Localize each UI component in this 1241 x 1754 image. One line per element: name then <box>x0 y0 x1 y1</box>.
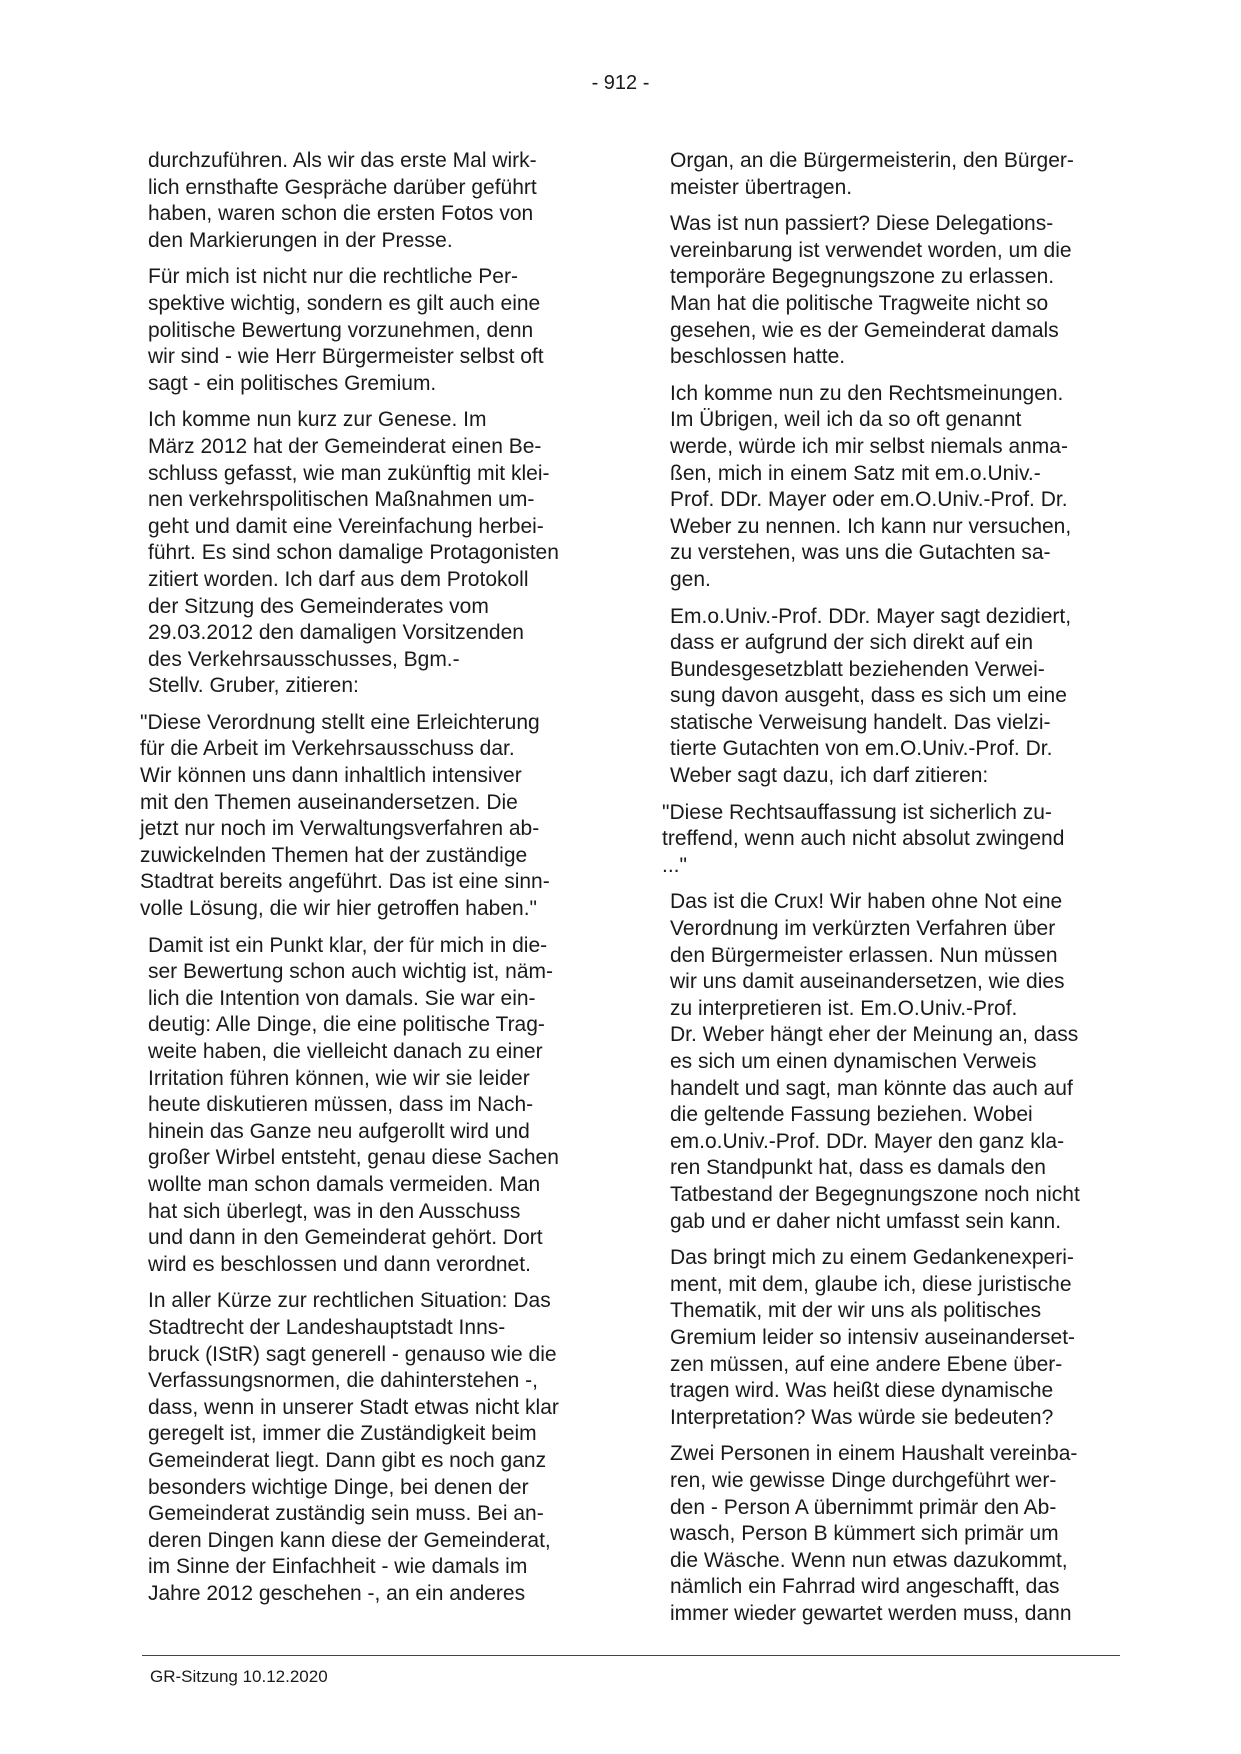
paragraph: Em.o.Univ.-Prof. DDr. Mayer sagt dezidiert, dass er aufgrund der sich direkt auf ein Bundesgesetzblatt beziehenden Verwei- sung davon ausgeht, dass es sich um eine statische Verweisung handelt. Das vielzi- tierte Gutachten von em.O.Univ.-Prof. Dr. Weber sagt dazu, ich darf zitieren: <box>670 604 1072 788</box>
page-number: - 912 - <box>591 72 650 94</box>
paragraph: Ich komme nun zu den Rechtsmeinungen. Im Übrigen, weil ich da so oft genannt werde, würde ich mir selbst niemals anma- ßen, mich in einem Satz mit em.o.Univ.- Prof. DDr. Mayer oder em.O.Univ.-Prof. Dr. Weber zu nennen. Ich kann nur versuchen, zu verstehen, was uns die Gutachten sa- gen. <box>670 381 1072 591</box>
quote-paragraph: "Diese Rechtsauffassung ist sicherlich zu- treffend, wenn auch nicht absolut zwingend ..." <box>662 800 1065 877</box>
paragraph: Für mich ist nicht nur die rechtliche Per- spektive wichtig, sondern es gilt auch eine politische Bewertung vorzunehmen, denn wir sind - wie Herr Bürgermeister selbst oft sagt - ein politisches Gremium. <box>148 265 544 395</box>
footer-divider <box>142 1655 1120 1656</box>
paragraph: Ich komme nun kurz zur Genese. Im März 2012 hat der Gemeinderat einen Be- schluss gefasst, wie man zukünftig mit klei- nen verkehrspolitischen Maßnahmen um- geht und damit eine Vereinfachung herbei- führt. Es sind schon damalige Protagonisten zitiert worden. Ich darf aus dem Protokoll der Sitzung des Gemeinderates vom 29.03.2012 den damaligen Vorsitzenden des Verkehrsausschusses, Bgm.- Stellv. Gruber, zitieren: <box>148 408 559 698</box>
paragraph: Das ist die Crux! Wir haben ohne Not eine Verordnung im verkürzten Verfahren über den Bürgermeister erlassen. Nun müssen wir uns damit auseinandersetzen, wie dies zu interpretieren ist. Em.O.Univ.-Prof. Dr. Weber hängt eher der Meinung an, dass es sich um einen dynamischen Verweis handelt und sagt, man könnte das auch auf die geltende Fassung beziehen. Wobei em.o.Univ.-Prof. DDr. Mayer den ganz kla- ren Standpunkt hat, dass es damals den Tatbestand der Begegnungszone noch nicht gab und er daher nicht umfasst sein kann. <box>670 890 1080 1233</box>
paragraph: In aller Kürze zur rechtlichen Situation: Das Stadtrecht der Landeshauptstadt Inns- bruck (IStR) sagt generell - genauso wie die Verfassungsnormen, die dahinterstehen -, dass, wenn in unserer Stadt etwas nicht klar geregelt ist, immer die Zuständigkeit beim Gemeinderat liegt. Dann gibt es noch ganz besonders wichtige Dinge, bei denen der Gemeinderat zuständig sein muss. Bei an- deren Dingen kann diese der Gemeinderat, im Sinne der Einfachheit - wie damals im Jahre 2012 geschehen -, an ein anderes <box>148 1289 559 1605</box>
paragraph: Zwei Personen in einem Haushalt vereinba- ren, wie gewisse Dinge durchgeführt wer- den - Person A übernimmt primär den Ab- wasch, Person B kümmert sich primär um die Wäsche. Wenn nun etwas dazukommt, nämlich ein Fahrrad wird angeschafft, das immer wieder gewartet werden muss, dann <box>670 1442 1078 1625</box>
footer-session-date: GR-Sitzung 10.12.2020 <box>150 1667 328 1686</box>
paragraph: Das bringt mich zu einem Gedankenexperi- ment, mit dem, glaube ich, diese juristische Thematik, mit der wir uns als politisches Gremium leider so intensiv auseinanderset- zen müssen, auf eine andere Ebene über- tragen wird. Was heißt diese dynamische Interpretation? Was würde sie bedeuten? <box>670 1246 1076 1429</box>
right-column <box>662 148 1132 1637</box>
paragraph: Organ, an die Bürgermeisterin, den Bürger- meister übertragen. <box>670 149 1074 199</box>
paragraph: Damit ist ein Punkt klar, der für mich in die- ser Bewertung schon auch wichtig ist, näm- lich die Intention von damals. Sie war ein- deutig: Alle Dinge, die eine politische Trag- weite haben, die vielleicht danach zu einer Irritation führen können, wie wir sie leider heute diskutieren müssen, dass im Nach- hinein das Ganze neu aufgerollt wird und großer Wirbel entsteht, genau diese Sachen wollte man schon damals vermeiden. Man hat sich überlegt, was in den Ausschuss und dann in den Gemeinderat gehört. Dort wird es beschlossen und dann verordnet. <box>148 933 559 1276</box>
quote-paragraph: "Diese Verordnung stellt eine Erleichterung für die Arbeit im Verkehrsausschuss dar. Wir können uns dann inhaltlich intensiver mit den Themen auseinandersetzen. Die jetzt nur noch im Verwaltungsverfahren ab- zuwickelnden Themen hat der zuständige Stadtrat bereits angeführt. Das ist eine sinn- volle Lösung, die wir hier getroffen haben." <box>140 710 550 921</box>
left-column <box>140 148 610 1617</box>
paragraph: Was ist nun passiert? Diese Delegations- vereinbarung ist verwendet worden, um die temporäre Begegnungszone zu erlassen. Man hat die politische Tragweite nicht so gesehen, wie es der Gemeinderat damals beschlossen hatte. <box>670 212 1072 369</box>
paragraph: durchzuführen. Als wir das erste Mal wirk- lich ernsthafte Gespräche darüber geführt haben, waren schon die ersten Fotos von den Markierungen in der Presse. <box>148 149 537 252</box>
